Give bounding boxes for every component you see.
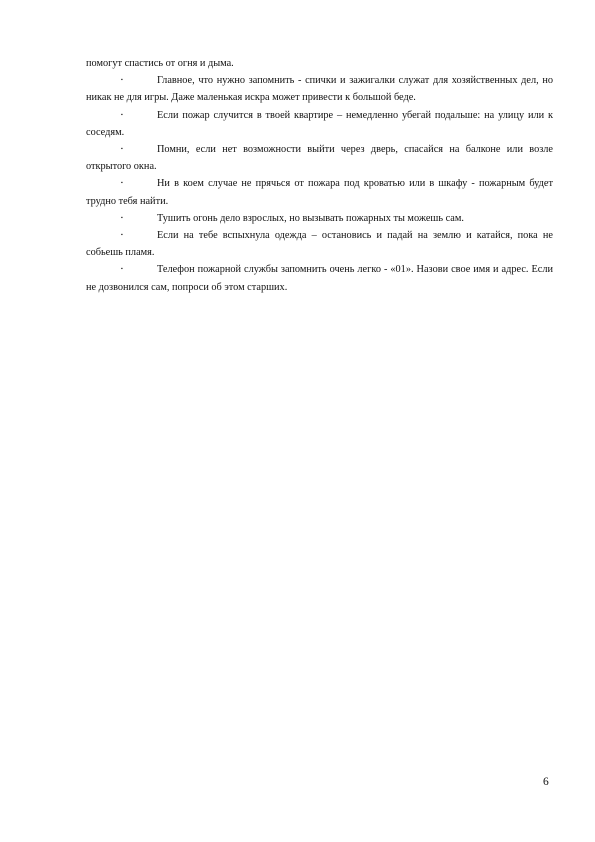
list-item bbox=[86, 175, 553, 209]
list-item bbox=[86, 210, 553, 227]
list-item-text: Если на тебе вспыхнула одежда – остановись и падай на землю и катайся, пока не собьешь пламя. bbox=[86, 230, 553, 259]
list-item bbox=[86, 72, 553, 106]
bullet-icon: ▪ bbox=[121, 78, 123, 84]
bullet-icon: ▪ bbox=[121, 112, 123, 118]
page-number: 6 bbox=[543, 776, 549, 788]
intro-paragraph: помогут спастись от огня и дыма. bbox=[86, 58, 234, 69]
list-item-text: Тушить огонь дело взрослых, но вызывать пожарных ты можешь сам. bbox=[157, 212, 464, 224]
bullet-icon: ▪ bbox=[121, 147, 123, 153]
list-item-text: Если пожар случится в твоей квартире – немедленно убегай подальше: на улицу или к соседям. bbox=[86, 109, 553, 138]
list-item bbox=[86, 141, 553, 175]
list-item-text: Телефон пожарной службы запомнить очень легко - «01». Назови свое имя и адрес. Если не дозвонился сам, попроси об этом старших. bbox=[86, 264, 553, 293]
bullet-icon: ▪ bbox=[121, 267, 123, 273]
list-item-text: Ни в коем случае не прячься от пожара под кроватью или в шкафу - пожарным будет трудно тебя найти. bbox=[86, 178, 553, 207]
list-item bbox=[86, 107, 553, 141]
bullet-icon: ▪ bbox=[121, 181, 123, 187]
list-item bbox=[86, 227, 553, 261]
list-item-text: Помни, если нет возможности выйти через дверь, спасайся на балконе или возле открытого окна. bbox=[86, 144, 553, 173]
list-item bbox=[86, 261, 553, 295]
list-item-text: Главное, что нужно запомнить - спички и зажигалки служат для хозяйственных дел, но никак не для игры. Даже маленькая искра может привести к большой беде. bbox=[86, 75, 553, 104]
bullet-icon: ▪ bbox=[121, 215, 123, 221]
bullet-icon: ▪ bbox=[121, 233, 123, 239]
page-body bbox=[86, 55, 553, 296]
